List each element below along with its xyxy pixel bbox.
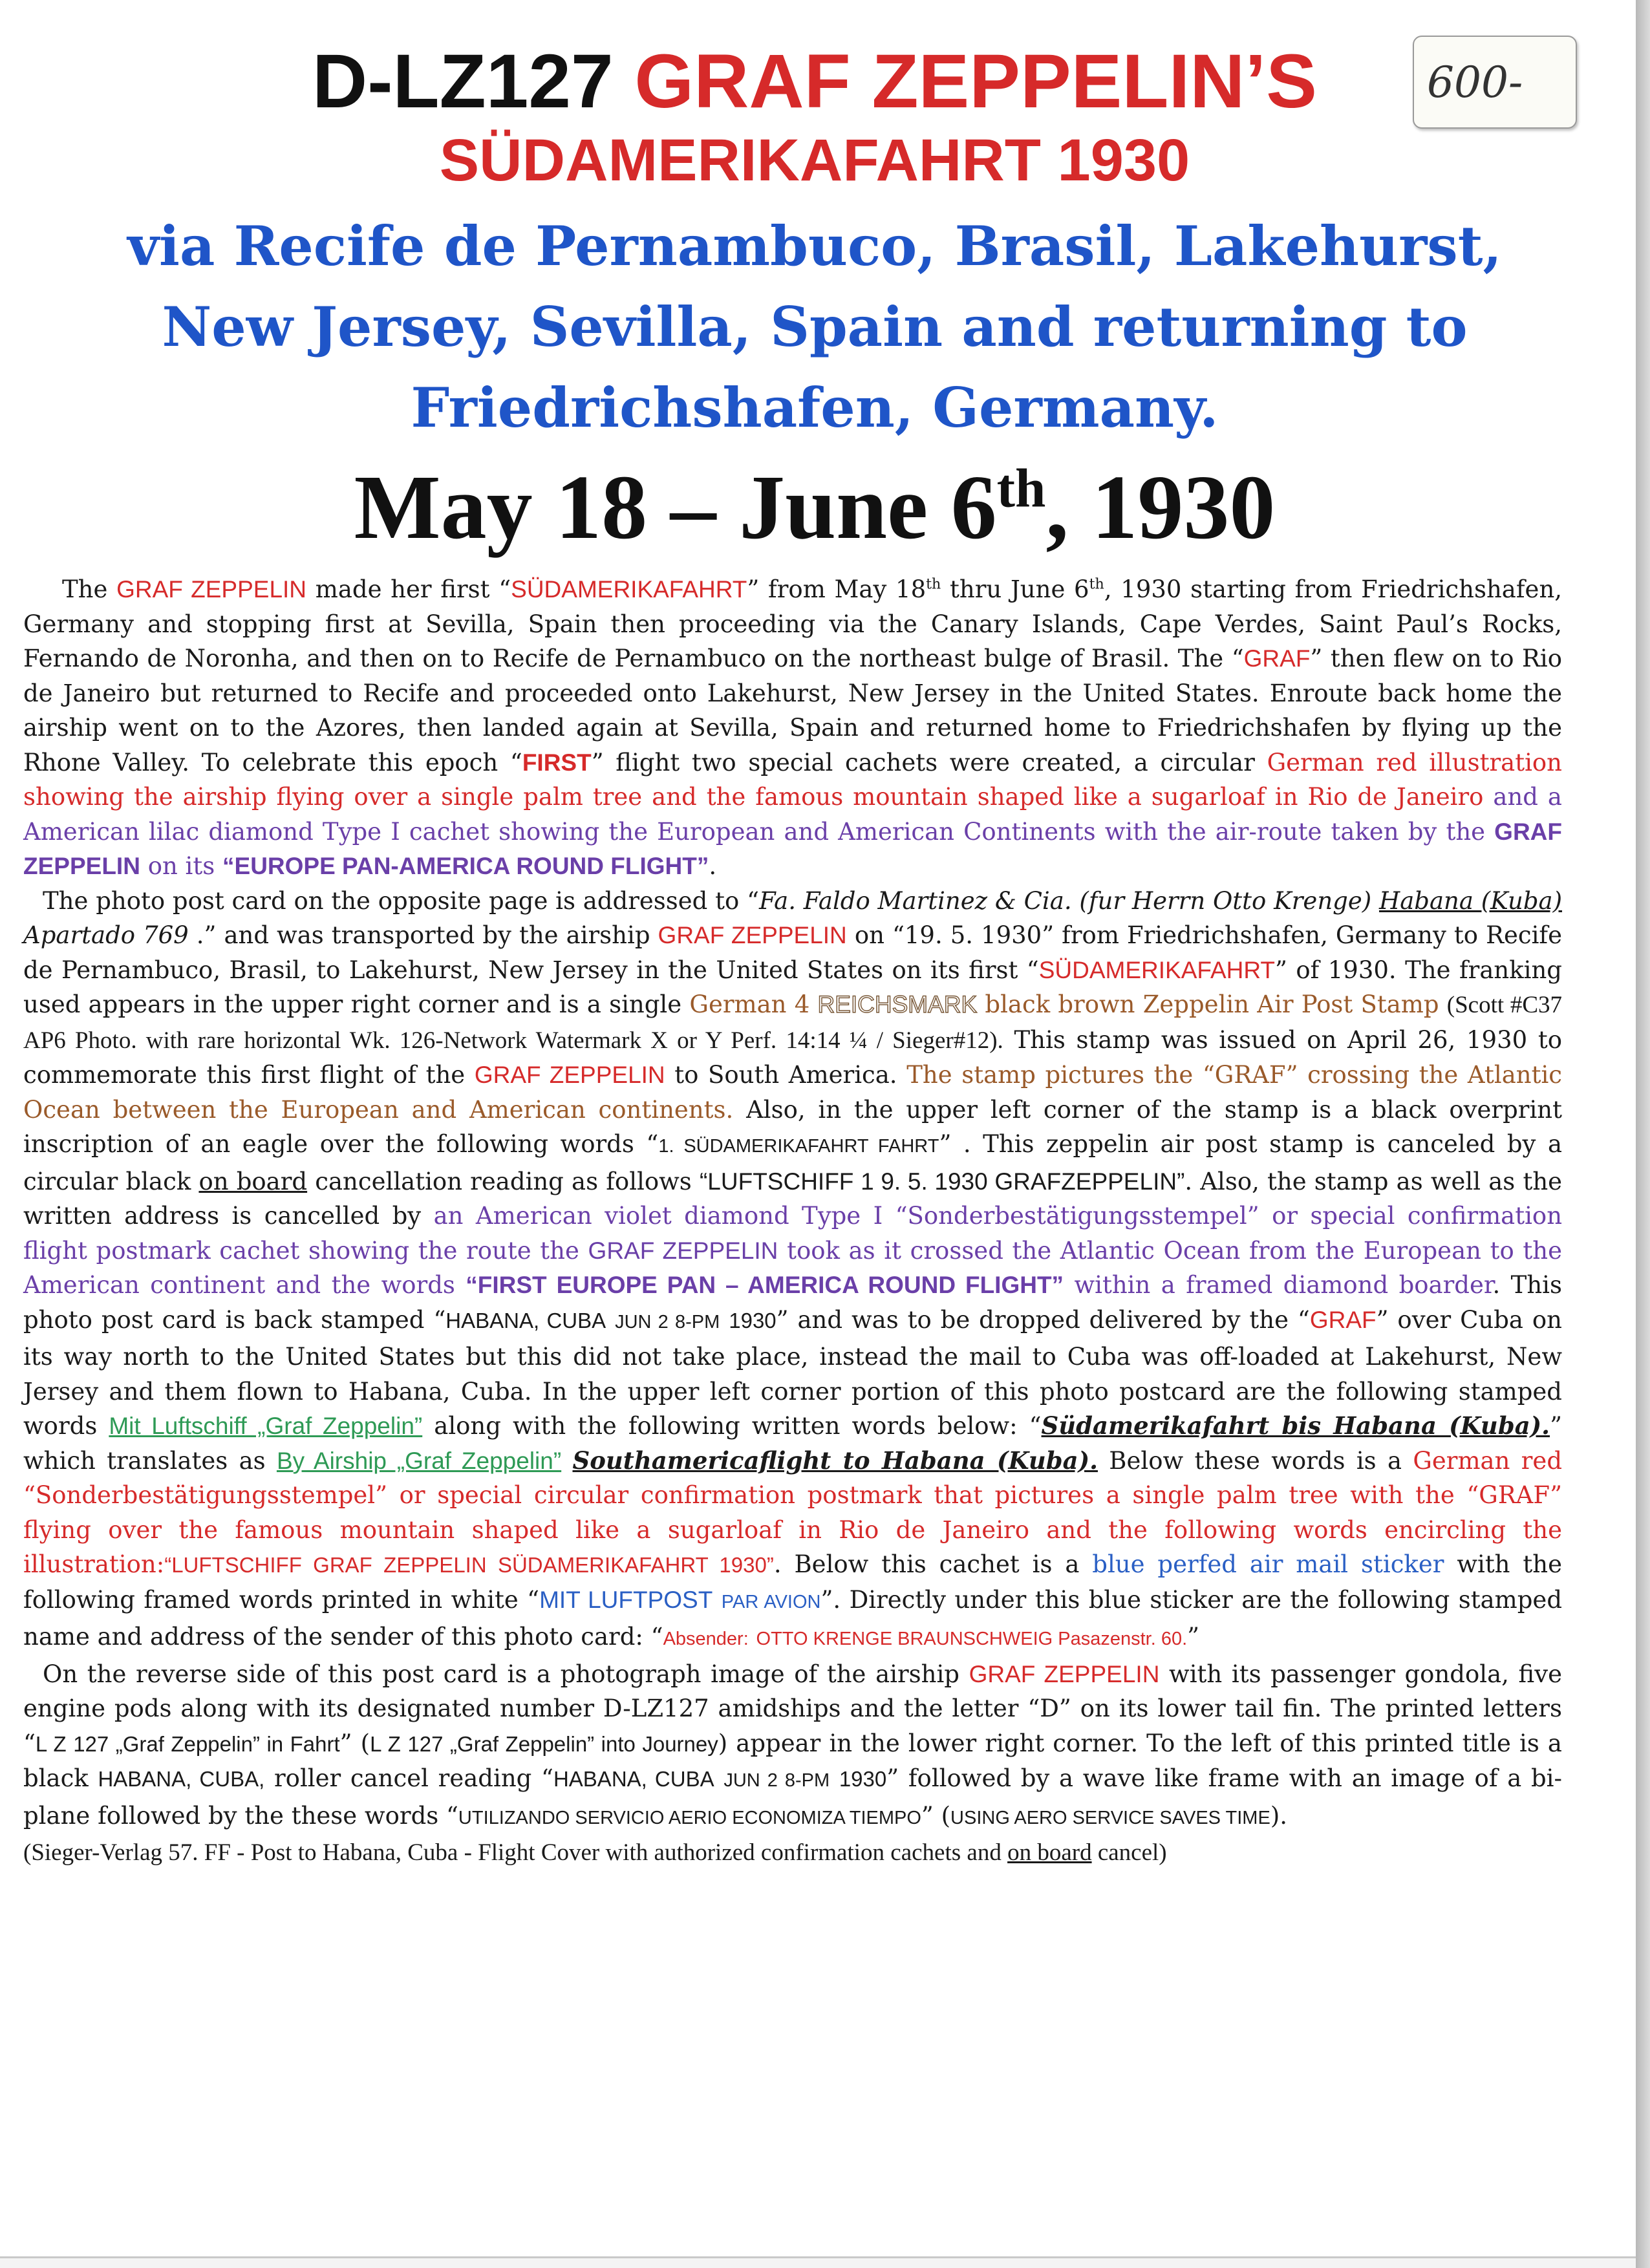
text-segment: 1. SÜDAMERIKAFAHRT FAHRT	[658, 1136, 939, 1157]
paragraph-1	[23, 572, 1562, 884]
text-segment: ” of 1930. The franking used appears in the upper right corner and is a single	[23, 956, 1562, 1018]
text-segment: JUN 2 8-PM	[615, 1311, 720, 1332]
text-segment: GRAF ZEPPELIN	[474, 1062, 665, 1088]
text-segment: OTTO KRENGE BRAUNSCHWEIG Pasazenstr. 60.	[756, 1629, 1188, 1649]
text-segment: Apartado 769	[23, 921, 189, 949]
text-segment: This stamp was issued on April 26, 1930 to commemorate this first flight of the	[23, 1025, 1562, 1089]
title-registration: D-LZ127	[312, 39, 614, 124]
text-segment: L Z 127 „Graf Zeppelin” in Fahrt	[35, 1731, 340, 1756]
text-segment: ” and was to be dropped delivered by the “	[776, 1305, 1310, 1334]
page-edge-shadow	[1636, 0, 1650, 2268]
route-line-1: via Recife de Pernambuco, Brasil, Lakehurst,	[127, 214, 1502, 278]
text-segment: to South America.	[674, 1061, 897, 1089]
text-segment: (Sieger-Verlag 57. FF - Post to Habana, Cuba - Flight Cover with authorized confirmation cachets and	[23, 1839, 1002, 1866]
route-line-3: Friedrichshafen, Germany.	[411, 376, 1219, 440]
text-segment: ” then flew on to Rio de Janeiro but returned to Recife and proceeded onto Lakehurst, New Jersey in the United States. Enroute back home the airship went on to the Azores, then landed again at Sevilla, Spain and returned home to Friedrichshafen by flying up the Rhone Valley. To celebrate this epoch “	[23, 645, 1563, 776]
text-segment: Fa. Faldo Martinez & Cia. (fur Herrn Otto Krenge)	[758, 886, 1372, 915]
text-segment: “FIRST EUROPE PAN – AMERICA ROUND FLIGHT”	[466, 1272, 1064, 1298]
text-segment: , 1930	[1045, 456, 1276, 558]
description-body	[23, 572, 1562, 1870]
text-segment: 1930	[729, 1308, 777, 1332]
text-segment: ).	[1270, 1801, 1288, 1830]
text-segment: By Airship „Graf Zeppelin”	[276, 1447, 562, 1474]
source-footer	[23, 1835, 1562, 1870]
date-heading	[39, 452, 1591, 562]
text-segment: ) appear in the lower right corner. To the left of this printed title is a black	[23, 1729, 1562, 1792]
title-ship-name: GRAF ZEPPELIN’S	[634, 39, 1317, 124]
text-segment: on “19. 5. 1930” from Friedrichshafen, Germany to Recife de Pernambuco, Brasil, to Lakehurst, New Jersey in the United States on its first “	[23, 921, 1562, 984]
text-segment: GRAF ZEPPELIN	[23, 818, 1562, 879]
text-segment: The photo post card on the opposite page is addressed to “	[43, 886, 759, 915]
price-note: 600-	[1427, 58, 1523, 107]
text-segment: USING AERO SERVICE SAVES TIME	[950, 1807, 1270, 1828]
text-segment: ”	[1187, 1623, 1200, 1651]
text-segment: Below these words is a	[1097, 1446, 1402, 1475]
text-segment: cancel)	[1097, 1839, 1167, 1866]
route-subtitle	[39, 206, 1591, 448]
text-segment: GRAF ZEPPELIN	[658, 922, 847, 948]
text-segment: ” followed by a wave like frame with an image of a bi-plane followed by the these words “	[23, 1764, 1562, 1830]
text-segment: ”. Directly under this blue sticker are the following stamped name and address of the sender of this photo card: “	[23, 1585, 1563, 1651]
text-segment: ” (	[921, 1801, 951, 1830]
text-segment: Also, in the upper left corner of the stamp is a black overprint inscription of an eagle over the following words “	[23, 1095, 1562, 1158]
text-segment: GRAF	[1243, 645, 1311, 672]
paragraph-2	[23, 884, 1562, 1657]
text-segment: . Also, the stamp as well as the written address is cancelled by	[23, 1167, 1563, 1230]
text-segment: Absender:	[663, 1629, 749, 1649]
text-segment: ” over Cuba on its way north to the United States but this did not take place, instead the mail to Cuba was off-loaded at Lakehurst, New Jersey and them flown to Habana, Cuba. In the upper left corner portion of this photo postcard are the following stamped words	[23, 1305, 1562, 1440]
paragraph-3	[23, 1657, 1562, 1836]
text-segment: REICHSMARK	[817, 991, 978, 1018]
text-segment: “LUFTSCHIFF GRAF ZEPPELIN SÜDAMERIKAFAHRT 1930”	[164, 1553, 774, 1577]
text-segment: took as it crossed the Atlantic Ocean from the European to the American continent and the words	[23, 1236, 1563, 1299]
text-segment: and a American lilac diamond Type I cachet showing the European and American Continents with the air-route taken by the	[23, 783, 1562, 846]
text-segment: L Z 127 „Graf Zeppelin” into Journey	[370, 1731, 718, 1756]
text-segment: on board	[198, 1167, 308, 1195]
text-segment: Südamerikafahrt bis Habana (Kuba).	[1041, 1411, 1550, 1440]
text-segment: th	[996, 458, 1046, 519]
route-line-2: New Jersey, Sevilla, Spain and returning to	[162, 295, 1468, 359]
text-segment: GRAF ZEPPELIN	[969, 1660, 1160, 1687]
text-segment: thru June 6	[941, 575, 1089, 603]
text-segment: Habana (Kuba)	[1378, 886, 1563, 915]
page-header	[39, 39, 1591, 562]
text-segment: German 4	[689, 990, 810, 1018]
text-segment: an American violet diamond Type I “Sonderbestätigungsstempel” or special confirmation flight postmark cachet showing the route the	[23, 1202, 1563, 1265]
text-segment: UTILIZANDO SERVICIO AERIO ECONOMIZA TIEMPO	[458, 1807, 921, 1828]
text-segment: within a framed diamond boarder	[1074, 1271, 1493, 1299]
text-segment: Southamericaflight to Habana (Kuba).	[572, 1446, 1098, 1475]
text-segment: May 18 – June 6	[354, 456, 997, 558]
text-segment: On the reverse side of this post card is a photograph image of the airship	[43, 1660, 959, 1688]
title-line-2: SÜDAMERIKAFAHRT 1930	[439, 127, 1190, 193]
text-segment: HABANA, CUBA	[445, 1308, 606, 1332]
text-segment: black brown Zeppelin Air Post Stamp	[985, 990, 1439, 1018]
text-segment: PAR AVION	[721, 1591, 821, 1612]
text-segment: .	[709, 852, 717, 880]
text-segment: The stamp pictures the “GRAF” crossing the Atlantic Ocean between the European and American continents.	[23, 1061, 1563, 1124]
text-segment: HABANA, CUBA	[553, 1767, 714, 1791]
text-segment: th	[926, 575, 941, 593]
text-segment: GRAF ZEPPELIN	[588, 1237, 778, 1264]
text-segment: SÜDAMERIKAFAHRT	[511, 576, 747, 603]
text-segment: made her first “	[315, 575, 511, 603]
text-segment: with its passenger gondola, five engine pods along with its designated number D-LZ127 amidships and the letter “D” on its lower tail fin. The printed letters “	[23, 1660, 1562, 1757]
text-segment: HABANA, CUBA,	[98, 1767, 265, 1791]
text-segment: “LUFTSCHIFF 1 9. 5. 1930 GRAFZEPPELIN”	[699, 1168, 1185, 1195]
text-segment: on its	[147, 852, 215, 880]
text-segment: ” . This zeppelin air post stamp is canceled by a circular black	[23, 1130, 1563, 1195]
text-segment: blue perfed air mail sticker	[1092, 1550, 1444, 1578]
text-segment: th	[1089, 575, 1104, 593]
text-segment: German red illustration showing the airship flying over a single palm tree and the famous mountain shaped like a sugarloaf in Rio de Janeiro	[23, 748, 1563, 811]
text-segment: MIT LUFTPOST	[539, 1586, 713, 1613]
text-segment: ” flight two special cachets were created, a circular	[591, 748, 1255, 776]
text-segment: (Scott #C37 AP6 Photo. with rare horizontal Wk. 126-Network Watermark X or Y Perf. 14:14 ¼ / Sieger#12).	[23, 992, 1563, 1054]
text-segment: Mit Luftschiff „Graf Zeppelin”	[109, 1413, 423, 1439]
text-segment: SÜDAMERIKAFAHRT	[1038, 956, 1276, 983]
text-segment: The	[62, 575, 108, 603]
text-segment: “EUROPE PAN-AMERICA ROUND FLIGHT”	[222, 853, 709, 879]
text-segment: 1930	[839, 1767, 887, 1791]
text-segment: . Below this cachet is a	[773, 1550, 1080, 1578]
text-segment: roller cancel reading “	[273, 1764, 553, 1792]
text-segment: along with the following written words below: “	[434, 1412, 1042, 1440]
text-segment: , 1930 starting from Friedrichshafen, Germany and stopping first at Sevilla, Spain then proceeding via the Canary Islands, Cape Verdes, Saint Paul’s Rocks, Fernando de Noronha, and then on to Recife de Pernambuco on the northeast bulge of Brasil. The “	[23, 575, 1563, 672]
text-segment: GRAF ZEPPELIN	[116, 576, 307, 603]
title-line-1	[39, 39, 1591, 124]
text-segment: with the following framed words printed in white “	[23, 1550, 1562, 1614]
text-segment: German red “Sonderbestätigungsstempel” or special circular confirmation postmark that pictures a single palm tree with the “GRAF” flying over the famous mountain shaped like a sugarloaf in Rio de Janeiro and the following words encircling the illustration:	[23, 1446, 1563, 1578]
text-segment: . This photo post card is back stamped “	[23, 1271, 1562, 1334]
text-segment: on board	[1007, 1839, 1092, 1866]
text-segment: ” (	[339, 1729, 370, 1757]
text-segment: JUN 2 8-PM	[723, 1770, 830, 1791]
text-segment: GRAF	[1309, 1306, 1377, 1333]
text-segment: ” which translates as	[23, 1412, 1562, 1475]
text-segment: cancellation reading as follows	[315, 1167, 692, 1195]
text-segment: ” from May 18	[747, 575, 927, 603]
text-segment: FIRST	[522, 749, 592, 776]
text-segment: .” and was transported by the airship	[188, 921, 650, 949]
